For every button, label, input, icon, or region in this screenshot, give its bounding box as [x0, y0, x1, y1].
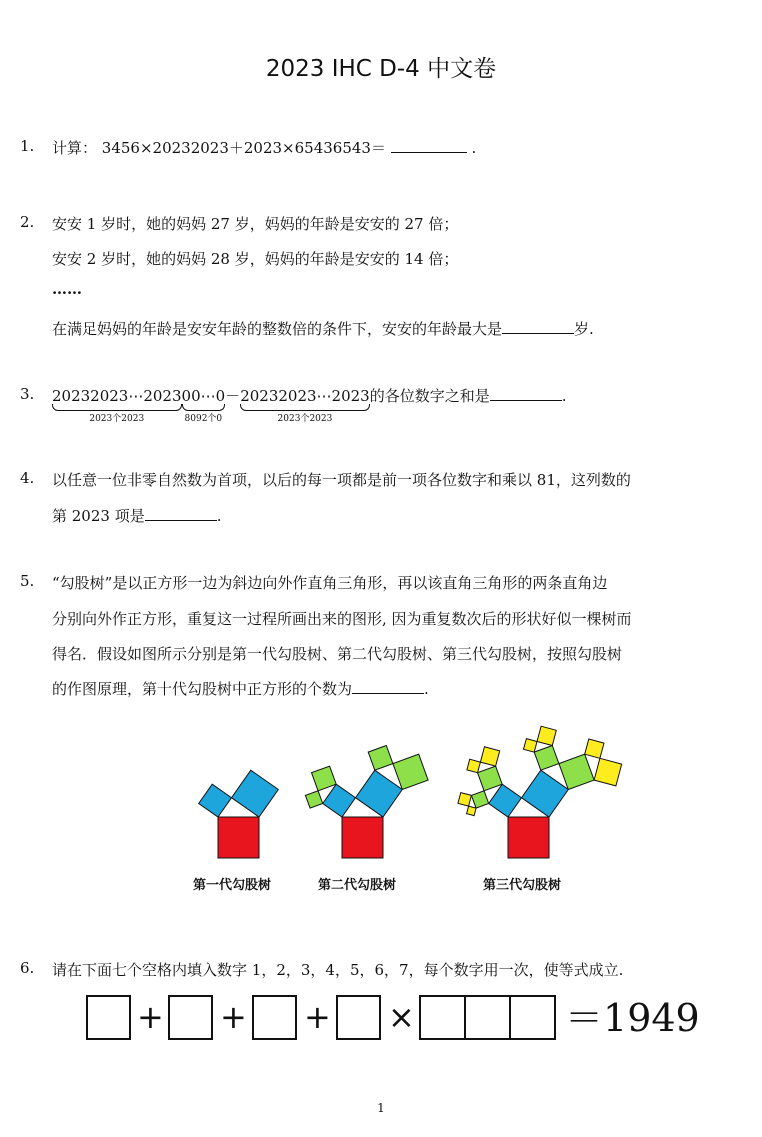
tree-square-gen-2 — [368, 746, 393, 771]
tree-square-gen-3 — [480, 747, 499, 766]
plus-sign-2: + — [220, 998, 247, 1036]
tree-square-gen-2 — [393, 754, 428, 789]
q5-line-4 — [52, 678, 429, 699]
q5-line-1: “勾股树”是以正方形一边为斜边向外作直角三角形，再以该直角三角形的两条直角边 — [52, 574, 608, 592]
plus-sign-3: + — [304, 998, 331, 1036]
q3-suffix: 的各位数字之和是 — [369, 387, 490, 405]
q3-overbrace-3 — [240, 387, 370, 424]
q2-line-1: 安安 1 岁时，她的妈妈 27 岁，妈妈的年龄是安安的 27 倍； — [52, 215, 459, 233]
tree-square-gen-0 — [218, 817, 259, 858]
q4-line-2-text: 第 2023 项是 — [52, 507, 145, 525]
q3-sub-3: 2023个2023 — [277, 414, 333, 424]
q1-answer-blank — [391, 138, 467, 153]
equation-result — [565, 992, 700, 1044]
tree-square-gen-3 — [458, 793, 472, 807]
q6-number: 6. — [20, 959, 35, 977]
q1-number: 1. — [20, 137, 35, 155]
tree-square-gen-3 — [537, 726, 556, 745]
equals-sign: ＝ — [565, 996, 604, 1040]
q3-part-1: 20232023⋯2023 — [52, 387, 182, 405]
tree-square-gen-3 — [594, 758, 622, 786]
q1-text — [52, 137, 476, 158]
q4-answer-blank — [145, 506, 217, 521]
q3-expression — [52, 385, 567, 424]
q5-number: 5. — [20, 572, 35, 590]
q5-line-3: 得名．假设如图所示分别是第一代勾股树、第二代勾股树、第三代勾股树，按照勾股树 — [52, 645, 623, 663]
tree-square-gen-2 — [471, 791, 488, 808]
tree-square-gen-1 — [199, 784, 232, 817]
q3-overbrace-2 — [181, 387, 226, 424]
tree-square-gen-1 — [489, 784, 522, 817]
caption-gen-2: 第二代勾股树 — [318, 878, 397, 893]
tree-square-gen-0 — [508, 817, 549, 858]
tree-square-gen-3 — [467, 759, 481, 773]
q3-number: 3. — [20, 385, 35, 403]
tree-square-gen-3 — [524, 739, 538, 753]
q3-sub-1: 2023个2023 — [89, 414, 145, 424]
answer-box-2[interactable] — [168, 995, 213, 1040]
page-number: 1 — [377, 1101, 385, 1115]
q3-answer-blank — [490, 386, 562, 401]
answer-box-5[interactable] — [419, 995, 466, 1040]
tree-square-gen-3 — [585, 739, 604, 758]
answer-box-6[interactable] — [464, 995, 511, 1040]
q5-answer-blank — [352, 679, 424, 694]
q3-part-2: 00⋯0 — [181, 387, 226, 405]
tree-square-gen-1 — [522, 770, 569, 817]
q5-line-4-text: 的作图原理，第十代勾股树中正方形的个数为 — [52, 680, 353, 698]
q3-overbrace-1 — [52, 387, 182, 424]
tree-square-gen-1 — [356, 770, 403, 817]
q2-line-2: 安安 2 岁时，她的妈妈 28 岁，妈妈的年龄是安安的 14 倍； — [52, 250, 459, 268]
tree-square-gen-2 — [305, 791, 322, 808]
caption-gen-3: 第三代勾股树 — [483, 878, 562, 893]
q4-end: . — [216, 507, 222, 525]
q1-expression: 3456×20232023＋2023×65436543＝ — [101, 139, 386, 157]
tree-square-gen-2 — [534, 746, 559, 771]
q2-answer-blank — [502, 319, 574, 334]
answer-box-3[interactable] — [252, 995, 297, 1040]
q2-number: 2. — [20, 213, 35, 231]
answer-box-7[interactable] — [509, 995, 556, 1040]
q4-line-2 — [52, 505, 222, 526]
q2-line-4 — [52, 318, 594, 339]
q3-end: . — [561, 387, 567, 405]
q1-prefix: 计算： — [52, 139, 98, 157]
answer-box-1[interactable] — [86, 995, 131, 1040]
tree-square-gen-2 — [559, 754, 594, 789]
q5-end: . — [424, 680, 429, 698]
q2-line-4-text: 在满足妈妈的年龄是安安年龄的整数倍的条件下，安安的年龄最大是 — [52, 320, 503, 338]
tree-square-gen-2 — [312, 766, 337, 791]
q2-line-4-end: 岁. — [574, 320, 594, 338]
tree-square-gen-1 — [323, 784, 356, 817]
q6-line-1: 请在下面七个空格内填入数字 1，2，3，4，5，6，7，每个数字用一次，使等式成立. — [52, 961, 624, 979]
q3-part-3: 20232023⋯2023 — [240, 387, 370, 405]
q5-line-2: 分别向外作正方形，重复这一过程所画出来的图形, 因为重复数次后的形状好似一棵树而 — [52, 610, 632, 628]
tree-square-gen-3 — [467, 806, 477, 816]
q4-number: 4. — [20, 469, 35, 487]
q3-minus: － — [225, 387, 241, 405]
tree-square-gen-0 — [342, 817, 383, 858]
times-sign: × — [388, 998, 415, 1036]
page-title: 2023 IHC D-4 中文卷 — [265, 56, 497, 82]
q4-line-1: 以任意一位非零自然数为首项，以后的每一项都是前一项各位数字和乘以 81，这列数的 — [52, 471, 631, 489]
answer-box-4[interactable] — [336, 995, 381, 1040]
plus-sign-1: + — [137, 998, 164, 1036]
q3-sub-2: 8092个0 — [184, 414, 223, 424]
tree-square-gen-1 — [232, 770, 279, 817]
q1-end: . — [471, 139, 477, 157]
caption-gen-1: 第一代勾股树 — [193, 878, 272, 893]
q2-line-3: …… — [52, 280, 82, 298]
tree-square-gen-2 — [478, 766, 503, 791]
result-number: 1949 — [603, 996, 700, 1040]
